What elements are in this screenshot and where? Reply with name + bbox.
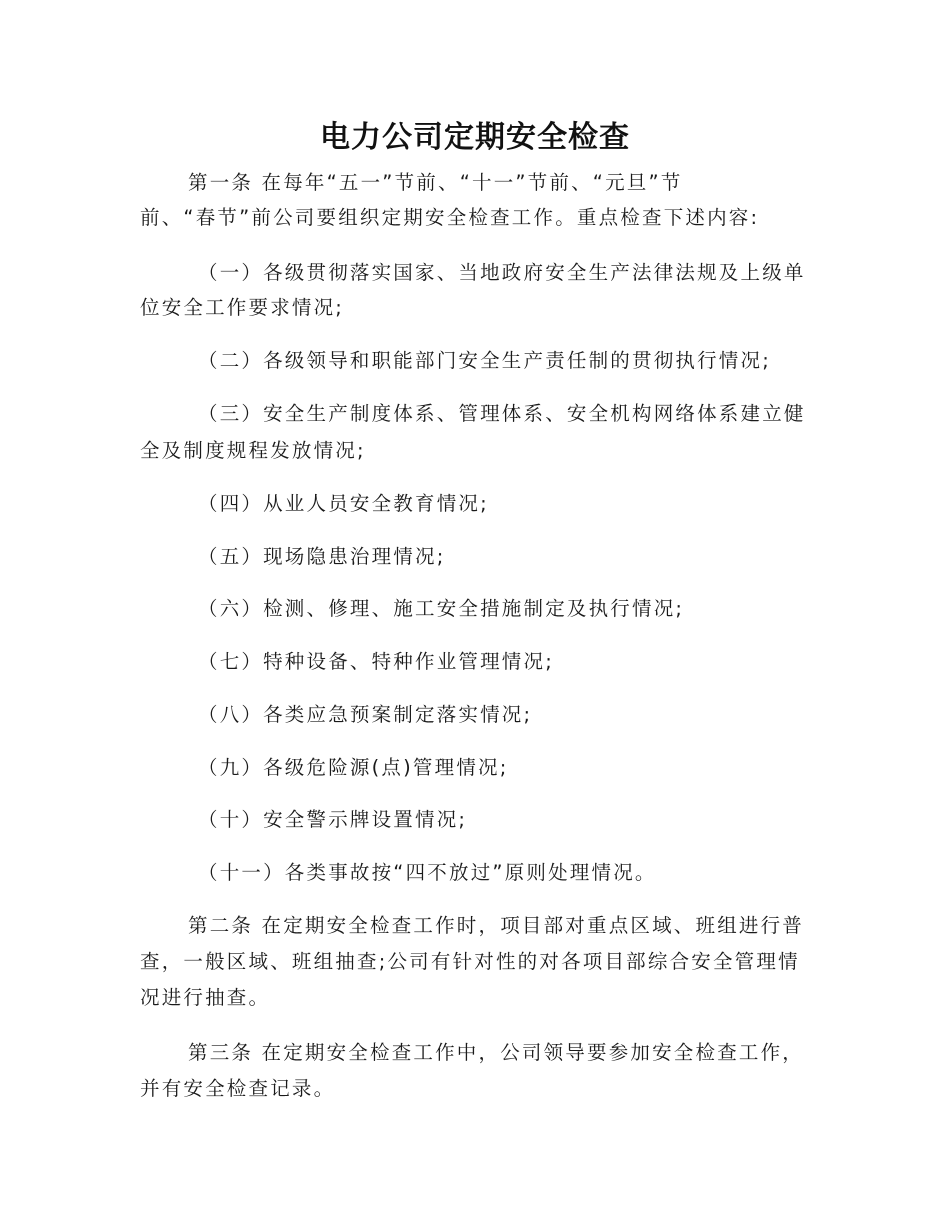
article-2-line-2: 查，一般区域、班组抽查;公司有针对性的对各项目部综合安全管理情 [140, 950, 800, 973]
item-8: （八）各类应急预案制定落实情况; [198, 703, 533, 726]
article-2-line-1: 第二条 在定期安全检查工作时，项目部对重点区域、班组进行普 [188, 914, 804, 937]
item-11: （十一）各类事故按“四不放过”原则处理情况。 [198, 861, 657, 884]
article-2-line-3: 况进行抽查。 [140, 986, 271, 1009]
item-6: （六）检测、修理、施工安全措施制定及执行情况; [198, 597, 685, 620]
item-3-line-1: （三）安全生产制度体系、管理体系、安全机构网络体系建立健 [198, 402, 806, 425]
article-3-line-2: 并有安全检查记录。 [140, 1077, 336, 1100]
article-1-line-1: 第一条 在每年“五一”节前、“十一”节前、“元旦”节 [188, 171, 683, 194]
item-1-line-1: （一）各级贯彻落实国家、当地政府安全生产法律法规及上级单 [198, 261, 806, 284]
item-2: （二）各级领导和职能部门安全生产责任制的贯彻执行情况; [198, 349, 771, 372]
article-3-line-1: 第三条 在定期安全检查工作中，公司领导要参加安全检查工作， [188, 1041, 804, 1064]
item-3-line-2: 全及制度规程发放情况; [140, 439, 366, 462]
item-4: （四）从业人员安全教育情况; [198, 492, 489, 515]
article-1-line-2: 前、“春节”前公司要组织定期安全检查工作。重点检查下述内容: [140, 206, 760, 229]
item-9: （九）各级危险源(点)管理情况; [198, 756, 509, 779]
item-5: （五）现场隐患治理情况; [198, 545, 446, 568]
item-1-line-2: 位安全工作要求情况; [140, 296, 345, 319]
document-title: 电力公司定期安全检查 [320, 120, 630, 155]
item-7: （七）特种设备、特种作业管理情况; [198, 650, 554, 673]
item-10: （十）安全警示牌设置情况; [198, 808, 468, 831]
